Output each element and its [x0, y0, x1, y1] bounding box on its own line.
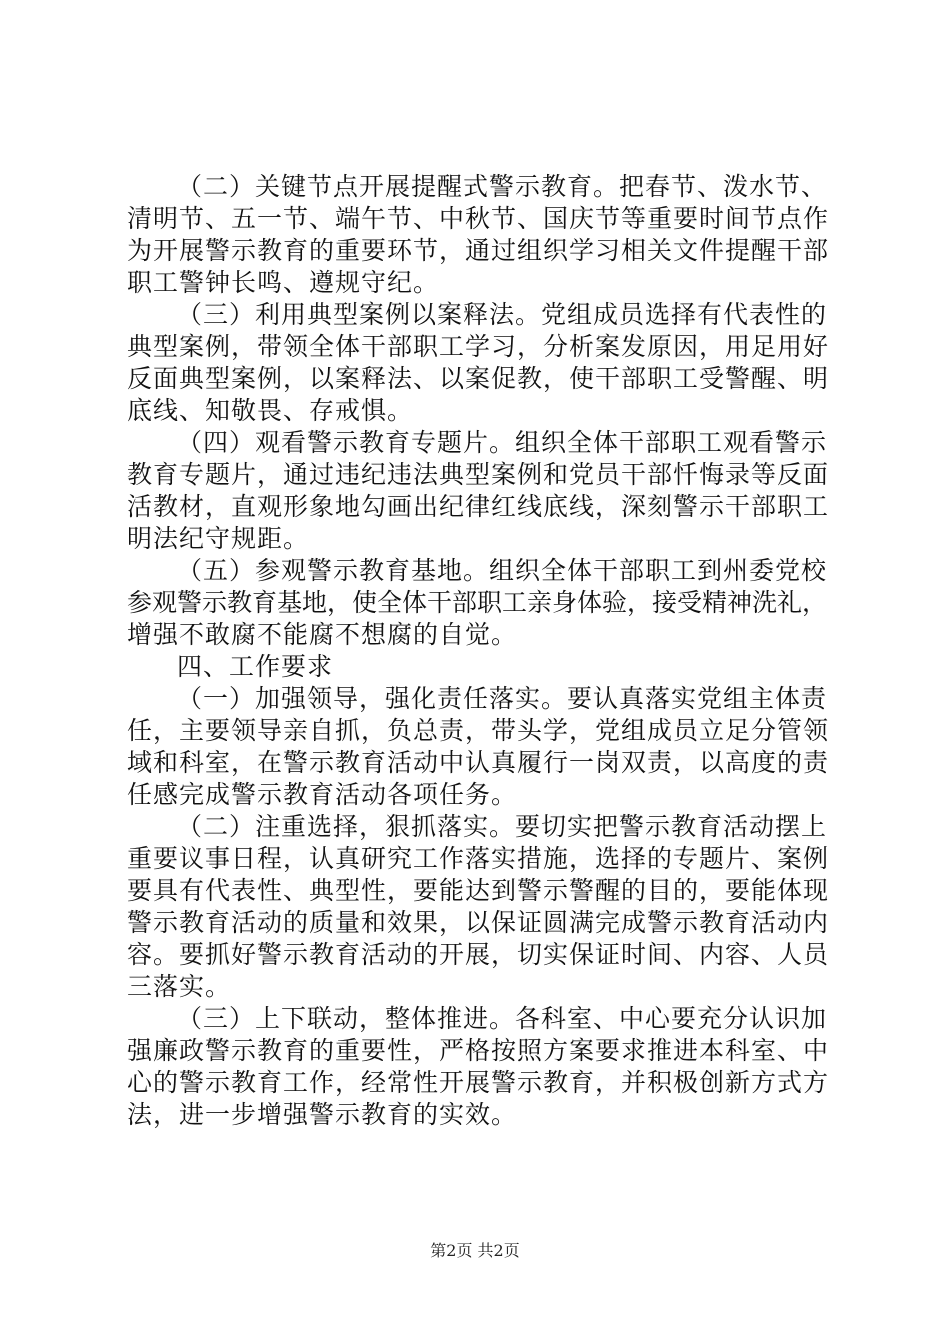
- text-line: 职工警钟长鸣、遵规守纪。: [127, 268, 440, 297]
- text-line: 域和科室，在警示教育活动中认真履行一岗双责，以高度的责: [127, 748, 830, 777]
- text-line: 增强不敢腐不能腐不想腐的自觉。: [127, 620, 518, 649]
- text-line: 三落实。: [127, 972, 232, 1001]
- text-line: 为开展警示教育的重要环节，通过组织学习相关文件提醒干部: [127, 236, 830, 265]
- text-line: 容。要抓好警示教育活动的开展，切实保证时间、内容、人员: [127, 940, 830, 969]
- text-line: （二）注重选择，狠抓落实。要切实把警示教育活动摆上: [177, 812, 828, 841]
- text-line: 参观警示教育基地，使全体干部职工亲身体验，接受精神洗礼，: [127, 588, 828, 617]
- text-line: 法，进一步增强警示教育的实效。: [127, 1100, 518, 1129]
- text-line: （五）参观警示教育基地。组织全体干部职工到州委党校: [177, 556, 828, 585]
- text-line: 活教材，直观形象地勾画出纪律红线底线，深刻警示干部职工: [127, 492, 830, 521]
- text-line: 要具有代表性、典型性，要能达到警示警醒的目的，要能体现: [127, 876, 830, 905]
- section-heading: 四、工作要求: [177, 652, 334, 681]
- text-line: 底线、知敬畏、存戒惧。: [127, 396, 414, 425]
- text-line: （一）加强领导，强化责任落实。要认真落实党组主体责: [177, 684, 828, 713]
- text-line: 重要议事日程，认真研究工作落实措施，选择的专题片、案例: [127, 844, 830, 873]
- text-line: （四）观看警示教育专题片。组织全体干部职工观看警示: [177, 428, 828, 457]
- text-line: 教育专题片，通过违纪违法典型案例和党员干部忏悔录等反面: [127, 460, 830, 489]
- text-line: 清明节、五一节、端午节、中秋节、国庆节等重要时间节点作: [127, 204, 830, 233]
- page-number-footer: 第2页 共2页: [430, 1241, 520, 1260]
- text-line: 强廉政警示教育的重要性，严格按照方案要求推进本科室、中: [127, 1036, 830, 1065]
- text-line: （三）利用典型案例以案释法。党组成员选择有代表性的: [177, 300, 828, 329]
- text-line: 任，主要领导亲自抓，负总责，带头学，党组成员立足分管领: [127, 716, 830, 745]
- text-line: （二）关键节点开展提醒式警示教育。把春节、泼水节、: [177, 172, 828, 201]
- text-line: 警示教育活动的质量和效果，以保证圆满完成警示教育活动内: [127, 908, 830, 937]
- text-line: 典型案例，带领全体干部职工学习，分析案发原因，用足用好: [127, 332, 830, 361]
- text-line: 反面典型案例，以案释法、以案促教，使干部职工受警醒、明: [127, 364, 830, 393]
- text-line: 任感完成警示教育活动各项任务。: [127, 780, 518, 809]
- text-line: 明法纪守规距。: [127, 524, 310, 553]
- text-line: （三）上下联动，整体推进。各科室、中心要充分认识加: [177, 1004, 828, 1033]
- text-line: 心的警示教育工作，经常性开展警示教育，并积极创新方式方: [127, 1068, 830, 1097]
